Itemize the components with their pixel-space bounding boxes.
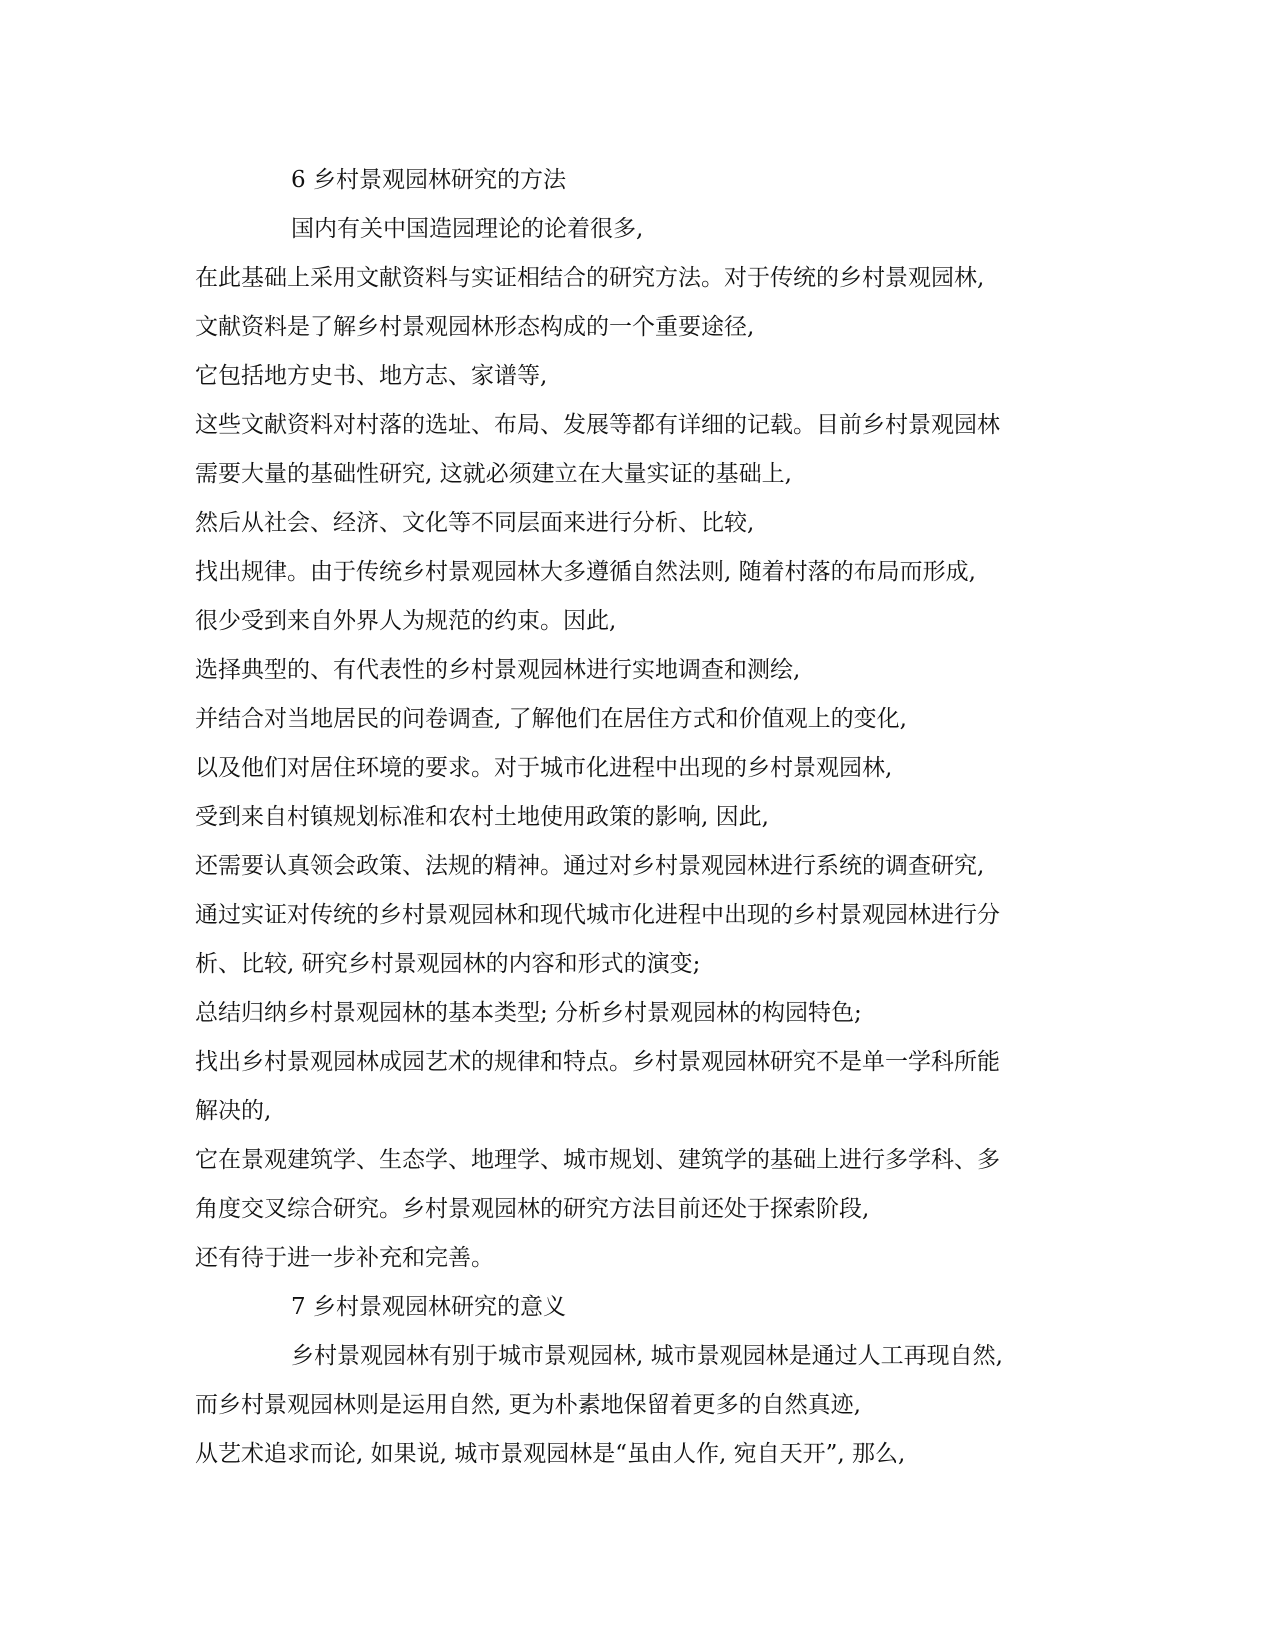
paragraph-line: 找出乡村景观园林成园艺术的规律和特点。乡村景观园林研究不是单一学科所能 — [195, 1049, 1000, 1075]
paragraph-line: 在此基础上采用文献资料与实证相结合的研究方法。对于传统的乡村景观园林, — [195, 265, 985, 291]
paragraph-line: 找出规律。由于传统乡村景观园林大多遵循自然法则, 随着村落的布局而形成, — [195, 559, 976, 585]
paragraph-line: 而乡村景观园林则是运用自然, 更为朴素地保留着更多的自然真迹, — [195, 1392, 861, 1418]
paragraph-line: 这些文献资料对村落的选址、布局、发展等都有详细的记载。目前乡村景观园林 — [195, 412, 1000, 438]
paragraph-line: 它包括地方史书、地方志、家谱等, — [195, 363, 548, 389]
paragraph-line: 还有待于进一步补充和完善。 — [195, 1245, 494, 1271]
paragraph-line: 通过实证对传统的乡村景观园林和现代城市化进程中出现的乡村景观园林进行分 — [195, 902, 1000, 928]
paragraph-line: 角度交叉综合研究。乡村景观园林的研究方法目前还处于探索阶段, — [195, 1196, 870, 1222]
paragraph-line-indented: 乡村景观园林有别于城市景观园林, 城市景观园林是通过人工再现自然, — [291, 1343, 1003, 1369]
paragraph-line: 还需要认真领会政策、法规的精神。通过对乡村景观园林进行系统的调查研究, — [195, 853, 985, 879]
paragraph-line: 解决的, — [195, 1098, 272, 1124]
document-body — [195, 156, 1095, 1479]
paragraph-line: 并结合对当地居民的问卷调查, 了解他们在居住方式和价值观上的变化, — [195, 706, 907, 732]
paragraph-line: 文献资料是了解乡村景观园林形态构成的一个重要途径, — [195, 314, 755, 340]
paragraph-line: 很少受到来自外界人为规范的约束。因此, — [195, 608, 617, 634]
paragraph-line-indented: 6 乡村景观园林研究的方法 — [291, 167, 566, 193]
paragraph-line: 然后从社会、经济、文化等不同层面来进行分析、比较, — [195, 510, 755, 536]
paragraph-line-indented: 7 乡村景观园林研究的意义 — [291, 1294, 566, 1320]
paragraph-line: 它在景观建筑学、生态学、地理学、城市规划、建筑学的基础上进行多学科、多 — [195, 1147, 1000, 1173]
paragraph-line-indented: 国内有关中国造园理论的论着很多, — [291, 216, 644, 242]
paragraph-line: 选择典型的、有代表性的乡村景观园林进行实地调查和测绘, — [195, 657, 801, 683]
paragraph-line: 总结归纳乡村景观园林的基本类型; 分析乡村景观园林的构园特色; — [195, 1000, 862, 1026]
paragraph-line: 以及他们对居住环境的要求。对于城市化进程中出现的乡村景观园林, — [195, 755, 893, 781]
paragraph-line: 需要大量的基础性研究, 这就必须建立在大量实证的基础上, — [195, 461, 792, 487]
paragraph-line: 受到来自村镇规划标准和农村土地使用政策的影响, 因此, — [195, 804, 769, 830]
paragraph-line: 从艺术追求而论, 如果说, 城市景观园林是“虽由人作, 宛自天开”, 那么, — [195, 1441, 906, 1467]
paragraph-line: 析、比较, 研究乡村景观园林的内容和形式的演变; — [195, 951, 701, 977]
